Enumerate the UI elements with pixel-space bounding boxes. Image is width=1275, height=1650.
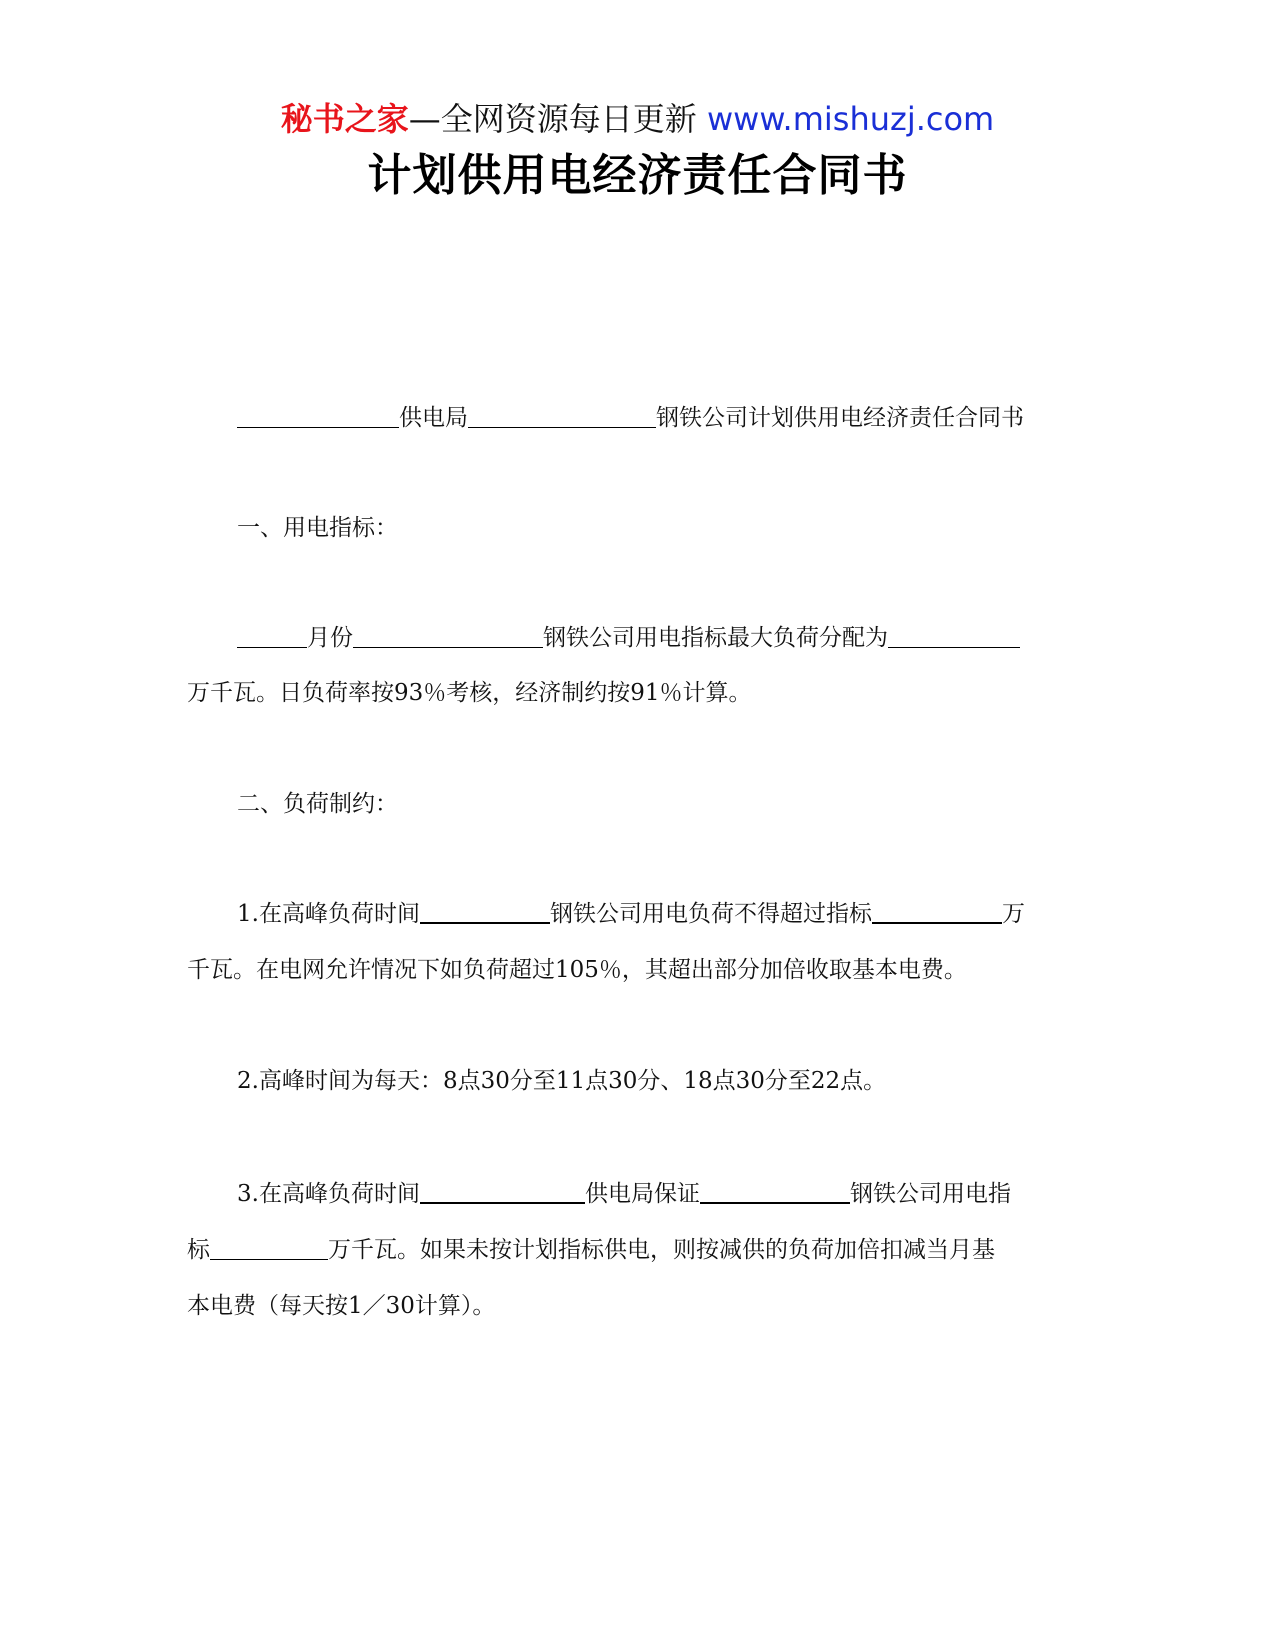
item1-line1: [187, 898, 1087, 930]
item1-line2: 千瓦。在电网允许情况下如负荷超过105％，其超出部分加倍收取基本电费。: [187, 957, 967, 983]
section1-line1: [187, 622, 1087, 654]
item-text: 万千瓦。如果未按计划指标供电，则按减供的负荷加倍扣减当月基: [328, 1237, 995, 1263]
item-text: 2.高峰时间为每天：8点30分至11点30分、18点30分至22点。: [237, 1068, 887, 1094]
blank-field[interactable]: [420, 921, 550, 924]
blank-field[interactable]: [353, 646, 543, 648]
item-text: 标: [187, 1237, 210, 1263]
blank-field[interactable]: [700, 1201, 850, 1204]
section1-heading: [187, 512, 1087, 544]
item-text: 1.在高峰负荷时间: [237, 901, 420, 927]
blank-field[interactable]: [237, 646, 307, 648]
section1-text: 钢铁公司用电指标最大负荷分配为: [543, 625, 888, 651]
section1-text: 月份: [307, 625, 353, 651]
brand-name: 秘书之家: [280, 100, 409, 138]
item-text: 3.在高峰负荷时间: [237, 1181, 420, 1207]
blank-field[interactable]: [468, 426, 656, 428]
blank-field[interactable]: [237, 426, 399, 428]
item2-line: [187, 1065, 1087, 1097]
section-heading: 一、用电指标：: [237, 515, 398, 541]
section1-line2: 万千瓦。日负荷率按93％考核，经济制约按91％计算。: [187, 680, 752, 706]
item3-line2: [187, 1234, 1087, 1266]
blank-field[interactable]: [888, 646, 1020, 648]
site-url-link[interactable]: www.mishuzj.com: [706, 100, 995, 138]
section2-heading: [187, 788, 1087, 820]
blank-field[interactable]: [872, 921, 1002, 924]
item-text: 钢铁公司用电负荷不得超过指标: [549, 901, 872, 927]
parties-text-2: 钢铁公司计划供用电经济责任合同书: [656, 405, 1024, 431]
item3-line3: 本电费（每天按1／30计算）。: [187, 1293, 496, 1319]
section-heading: 二、负荷制约：: [237, 791, 398, 817]
parties-text-1: 供电局: [399, 405, 468, 431]
item-text: 供电局保证: [584, 1181, 700, 1207]
blank-field[interactable]: [420, 1201, 585, 1204]
item-text: 万: [1001, 901, 1025, 927]
item3-line1: [187, 1178, 1087, 1210]
banner-slogan: —全网资源每日更新: [408, 100, 707, 138]
document-title: 计划供用电经济责任合同书: [367, 150, 908, 201]
site-banner: [0, 98, 1275, 140]
blank-field[interactable]: [210, 1258, 328, 1260]
parties-line: [187, 402, 1087, 434]
item-text: 钢铁公司用电指: [849, 1181, 1011, 1207]
